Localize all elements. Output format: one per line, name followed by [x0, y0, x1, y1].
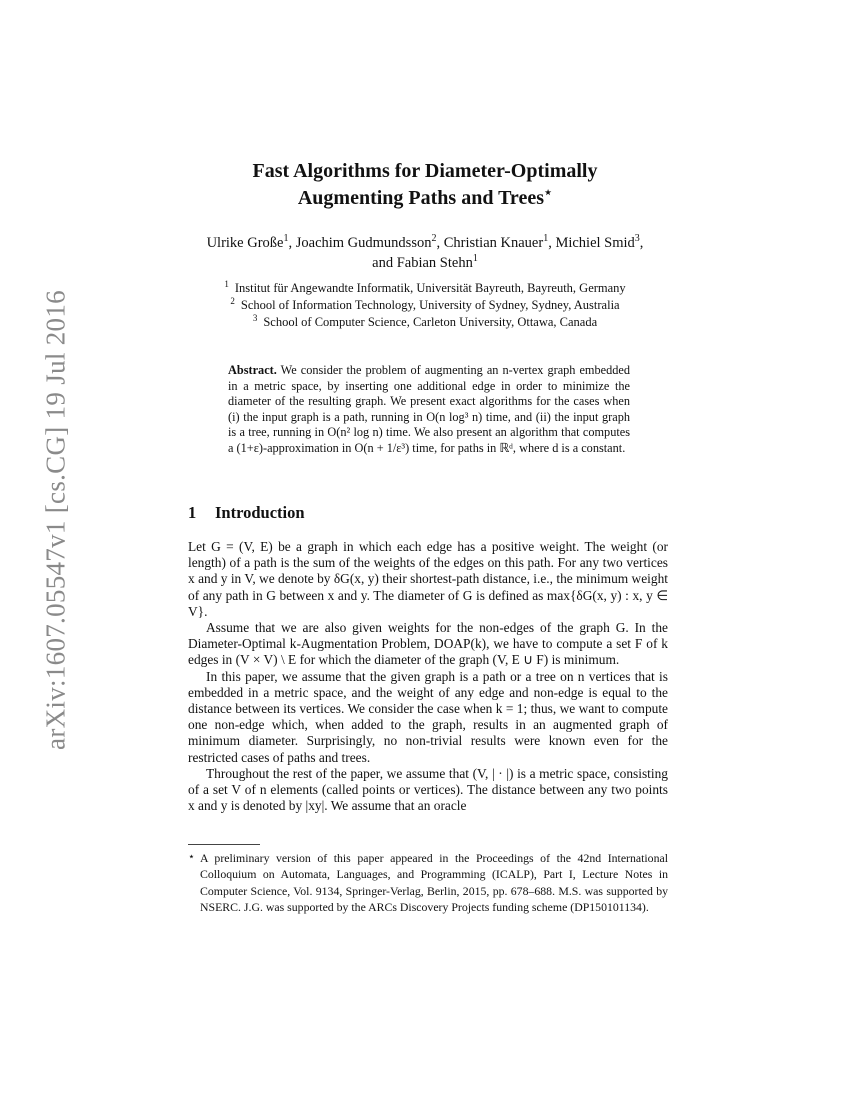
author-affil-sup: 1: [283, 233, 289, 245]
affiliation-number: 3: [252, 312, 258, 323]
author-list: [0, 233, 850, 273]
author-affil-sup: 1: [472, 253, 478, 265]
affiliation-number: 2: [230, 295, 235, 306]
author-affil-sup: 3: [634, 233, 640, 245]
title-footnote-mark: ⋆: [544, 184, 553, 200]
footnote: [188, 850, 668, 915]
body-text: [188, 539, 668, 814]
abstract-text: We consider the problem of augmenting an n-vertex graph embedded in a metric space, by inserting one additional edge in order to minimize the diameter of the resulting graph. We present exact algorithms for the cases when (i) the input graph is a path, running in O(n log³ n) time, and (ii) the input graph is a tree, running in O(n² log n) time. We also present an algorithm that computes a (1+ε)-approximation in O(n + 1/ε³) time, for paths in ℝᵈ, where d is a constant.: [228, 363, 631, 455]
author-affil-sup: 1: [543, 233, 549, 245]
affiliation: [0, 297, 850, 314]
author-name: Ulrike Große: [206, 235, 284, 251]
footnote-mark: ⋆: [188, 851, 195, 863]
title-line-1: Fast Algorithms for Diameter-Optimally: [252, 160, 598, 182]
section-heading: [188, 503, 305, 523]
footnote-rule: [188, 844, 260, 845]
affiliation-text: School of Computer Science, Carleton University, Ottawa, Canada: [263, 315, 598, 329]
affiliation-number: 1: [224, 278, 229, 289]
paragraph: Throughout the rest of the paper, we assume that (V, | · |) is a metric space, consisting of a set V of n elements (called points or vertices). The distance between any two points x and y is denoted by |xy|. We assume that an oracle: [188, 765, 668, 814]
author-sep: ,: [639, 235, 644, 251]
author-sep: ,: [436, 235, 444, 251]
author-affil-sup: 2: [431, 233, 437, 245]
paragraph: Assume that we are also given weights for the non-edges of the graph G. In the Diameter-Optimal k-Augmentation Problem, DOAP(k), we have to compute a set F of k edges in (V × V) \ E for which the diameter of the graph (V, E ∪ F) is minimum.: [188, 620, 668, 668]
paragraph: Let G = (V, E) be a graph in which each edge has a positive weight. The weight (or length) of a path is the sum of the weights of the edges on this path. For any two vertices x and y in V, we denote by δG(x, y) their shortest-path distance, i.e., the minimum weight of any path in G between x and y. The diameter of G is defined as max{δG(x, y) : x, y ∈ V}.: [188, 539, 668, 619]
affiliation-text: Institut für Angewandte Informatik, Universität Bayreuth, Bayreuth, Germany: [234, 281, 626, 295]
author-name: Michiel Smid: [555, 235, 635, 251]
author-line-1: [0, 233, 850, 253]
author-sep: ,: [288, 235, 296, 251]
footnote-text: A preliminary version of this paper appeared in the Proceedings of the 42nd International Colloquium on Automata, Languages, and Programming (ICALP), Part I, Lecture Notes in Computer Science, Vol. 9134, Springer-Verlag, Berlin, 2015, pp. 678–688. M.S. was supported by NSERC. J.G. was supported by the ARCs Discovery Projects funding scheme (DP150101134).: [200, 851, 668, 914]
affiliation-text: School of Information Technology, University of Sydney, Sydney, Australia: [240, 298, 620, 312]
paragraph: In this paper, we assume that the given graph is a path or a tree on n vertices that is embedded in a metric space, and the weight of any edge and non-edge is equal to the distance between its vertices. We consider the case when k = 1; thus, we want to compute one non-edge which, when added to the graph, results in an augmented graph of minimum diameter. Surprisingly, no non-trivial results were known even for the restricted cases of paths and trees.: [188, 668, 668, 765]
arxiv-identifier-text: arXiv:1607.05547v1 [cs.CG] 19 Jul 2016: [40, 290, 71, 750]
title-line-2: [0, 185, 850, 212]
author-line-2: [0, 253, 850, 273]
author-name: Christian Knauer: [443, 235, 544, 251]
abstract-label: Abstract.: [228, 363, 277, 377]
paper-title: [0, 158, 850, 212]
affiliation: [0, 280, 850, 297]
author-sep: ,: [548, 235, 556, 251]
section-title: Introduction: [215, 503, 305, 522]
affiliation-list: [0, 280, 850, 331]
section-number: 1: [188, 503, 197, 522]
affiliation: [0, 314, 850, 331]
title-line-2-text: Augmenting Paths and Trees: [297, 187, 544, 209]
abstract: [228, 363, 630, 457]
author-name: Joachim Gudmundsson: [295, 235, 432, 251]
author-name: and Fabian Stehn: [372, 255, 473, 271]
